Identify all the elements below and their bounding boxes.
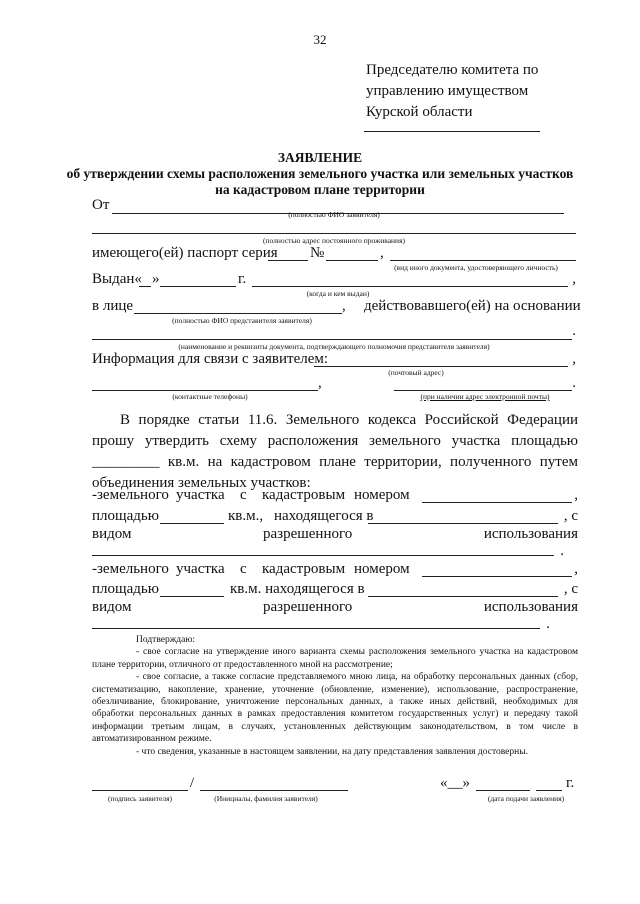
phone-email-row: , . — [92, 374, 576, 394]
representative-row: в лице , действовавшего(ей) на основании — [92, 298, 581, 314]
plot-2-word-2: участка — [176, 561, 225, 577]
plot-2-word-4: кадастровым — [262, 561, 346, 577]
addressee-block — [366, 60, 538, 123]
plot-1-use-word-3: использования — [483, 526, 578, 542]
basis-document-field[interactable] — [92, 339, 572, 340]
plot-1-cadastral-number-field[interactable] — [422, 502, 572, 503]
plot-2-with-label: , с — [563, 581, 578, 597]
confirm-item-1: - свое согласие на утверждение иного варианта схемы расположения земельного участка на кадастровом плане территории, отличного от предоставленного мной на рассмотрение; — [92, 647, 578, 670]
addressee-line-2: управлению имуществом — [366, 83, 529, 99]
name-field[interactable] — [200, 790, 348, 791]
plot-1-word-4: кадастровым — [262, 487, 346, 503]
rep-caption: (полностью ФИО представителя заявителя) — [172, 316, 312, 325]
issued-month-field[interactable] — [160, 286, 236, 287]
signature-row — [92, 774, 578, 794]
issued-by-field[interactable] — [252, 286, 568, 287]
issued-caption: (когда и кем выдан) — [306, 289, 370, 298]
email-field[interactable] — [394, 390, 572, 391]
date-year-field[interactable] — [536, 790, 562, 791]
plot-1-line-3 — [92, 526, 578, 543]
issued-year-label: г. — [238, 271, 247, 287]
title-subtitle-2: на кадастровом плане территории — [215, 182, 425, 197]
plot-1-area-label: площадью — [92, 508, 159, 524]
plot-1-location-field[interactable] — [368, 523, 558, 524]
page-number: 32 — [313, 32, 327, 47]
plot-2-line-3 — [92, 599, 578, 616]
plot-1-with-label: , с — [563, 508, 578, 524]
addressee-line-1: Председателю комитета по — [366, 62, 539, 78]
plot-2-use-word-2: разрешенного — [262, 599, 353, 615]
other-id-document-field[interactable] — [390, 260, 576, 261]
plot-1-area-field[interactable] — [160, 523, 224, 524]
date-quote: «__» — [440, 775, 470, 791]
rep-label: в лице — [92, 298, 134, 314]
plot-1-word-2: участка — [176, 487, 225, 503]
plot-1-use-line: . — [92, 546, 564, 556]
address-caption: (полностью адрес постоянного проживания) — [262, 236, 406, 245]
confirm-item-3: - что сведения, указанные в настоящем заявлении, на дату представления заявления достоверны. — [136, 746, 528, 757]
plot-1-permitted-use-field[interactable] — [92, 555, 554, 556]
signature-field[interactable] — [92, 790, 188, 791]
issued-label: Выдан« — [92, 271, 142, 287]
plot-2-area-field[interactable] — [160, 596, 224, 597]
plot-2-use-word-3: использования — [483, 599, 578, 615]
signature-slash: / — [190, 775, 195, 791]
issued-quote-close: » — [152, 271, 160, 287]
passport-row: имеющего(ей) паспорт серия № , — [92, 244, 576, 264]
plot-2-use-line: . — [92, 619, 550, 629]
applicant-address-field[interactable] — [92, 233, 576, 234]
plot-1-word-1: -земельного — [92, 487, 169, 503]
addressee-line-3: Курской области — [366, 104, 473, 120]
phone-field[interactable] — [92, 390, 318, 391]
name-caption: (Инициалы, фамилия заявителя) — [214, 794, 318, 803]
applicant-address-row — [92, 216, 576, 236]
phone-caption: (контактные телефоны) — [172, 392, 248, 401]
addressee-signature-line[interactable] — [364, 130, 540, 132]
sign-caption: (подпись заявителя) — [107, 794, 173, 803]
plot-2-area-label: площадью — [92, 581, 159, 597]
date-caption: (дата подачи заявления) — [487, 794, 565, 803]
plot-2-word-1: -земельного — [92, 561, 169, 577]
document-title — [0, 150, 640, 198]
issued-row: Выдан« » г. , — [92, 271, 576, 287]
from-label: От — [92, 197, 110, 213]
contact-label: Информация для связи с заявителем: — [92, 351, 329, 367]
passport-label: имеющего(ей) паспорт серия — [92, 245, 278, 261]
title-subtitle-1: об утверждении схемы расположения земельного участка или земельных участков — [66, 166, 574, 181]
plot-2-word-3: с — [240, 561, 247, 577]
passport-number-label: № — [310, 245, 325, 261]
fio-caption: (полностью ФИО заявителя) — [288, 210, 380, 219]
plot-1-use-word-2: разрешенного — [262, 526, 353, 542]
confirm-heading: Подтверждаю: — [136, 635, 196, 645]
plot-2-sqm-location-label: кв.м. находящегося в — [230, 581, 365, 597]
plot-1-word-3: с — [240, 487, 247, 503]
passport-series-field[interactable] — [268, 260, 308, 261]
plot-1-use-word-1: видом — [92, 526, 132, 542]
date-year-label: г. — [566, 775, 575, 791]
plot-2-location-field[interactable] — [368, 596, 558, 597]
representative-fio-field[interactable] — [134, 313, 342, 314]
plot-2-permitted-use-field[interactable] — [92, 628, 540, 629]
passport-number-field[interactable] — [326, 260, 378, 261]
email-caption: (при наличии адрес электронной почты) — [420, 392, 550, 401]
plot-1-word-5: номером — [354, 487, 410, 503]
plot-1-line-1: -земельного участка с кадастровым номером , — [92, 487, 578, 503]
plot-2-word-5: номером — [354, 561, 410, 577]
confirm-item-2: - свое согласие, а также согласие представляемого мною лица, на обработку персональных данных (сбор, систематизацию, накопление, хранение, уточнение (обновление, изменение), использование, распространение, обезличивание, блокирование, уничтожение персональных данных, а также иных действий, необходимых для обработки персональных данных в рамках предоставления комитетом государственных услуг) и передачу такой информации третьим лицам, в случаях, установленных действующим законодательством, в том числе в автоматизированном режиме. — [92, 672, 578, 745]
postal-address-field[interactable] — [314, 366, 568, 367]
other-doc-caption: (вид иного документа, удостоверяющего личность) — [394, 263, 558, 272]
title-heading: ЗАЯВЛЕНИЕ — [277, 150, 363, 165]
plot-2-line-1: -земельного участка с кадастровым номером , — [92, 561, 578, 577]
rep-based-label: действовавшего(ей) на основании — [364, 298, 581, 314]
contact-row: Информация для связи с заявителем: , — [92, 351, 576, 367]
confirm-block — [92, 634, 578, 758]
postal-caption: (почтовый адрес) — [388, 368, 444, 377]
basis-caption: (наименование и реквизиты документа, подтверждающего полномочия представителя заявителя) — [178, 342, 490, 351]
plot-1-sqm-label: кв.м., — [228, 508, 264, 524]
plot-2-cadastral-number-field[interactable] — [422, 576, 572, 577]
date-month-field[interactable] — [476, 790, 530, 791]
plot-2-line-2 — [92, 580, 578, 600]
plot-1-line-2 — [92, 507, 578, 527]
plot-2-use-word-1: видом — [92, 599, 132, 615]
basis-row: . — [92, 322, 576, 342]
plot-1-location-label: находящегося в — [274, 508, 374, 524]
request-paragraph: В порядке статьи 11.6. Земельного кодекса Российской Федерации прошу утвердить схему расположения земельного участка площадью _________ кв.м. на кадастровом плане территории, полученного путем объединения земельных участков: — [92, 412, 578, 491]
issued-day-field[interactable] — [139, 286, 151, 287]
